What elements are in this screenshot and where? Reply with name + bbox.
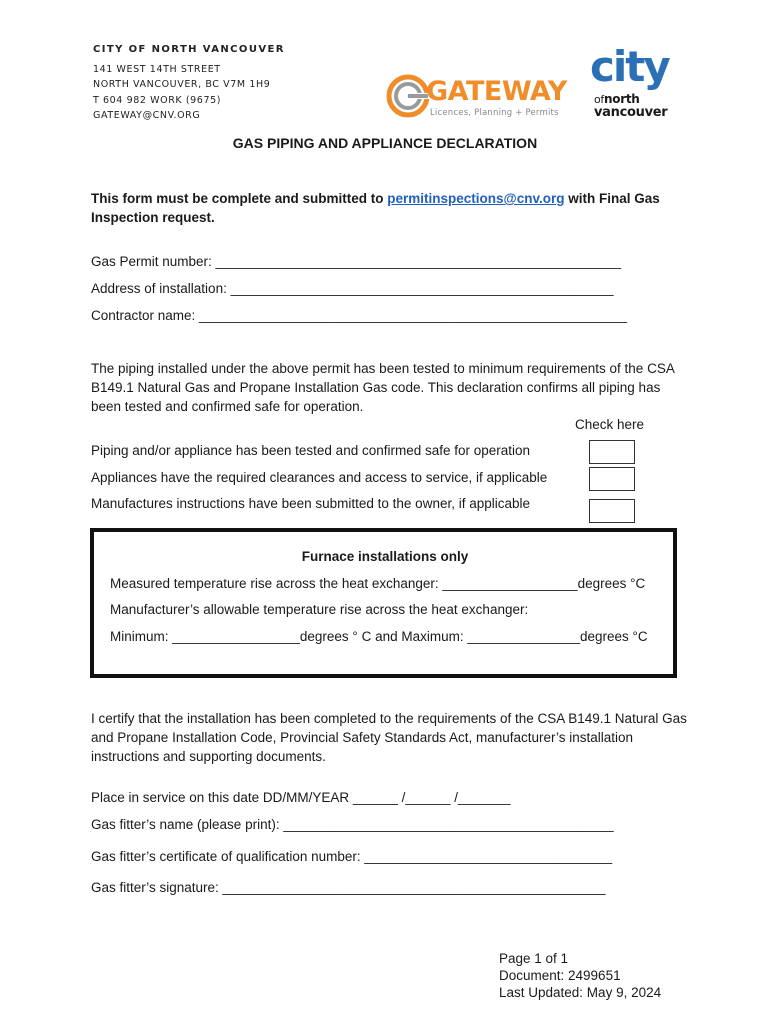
intro-instructions: This form must be complete and submitted to permitinspections@cnv.org with Final Gas Inspection request. (91, 191, 660, 225)
checklist-item-instructions: Manufactures instructions have been submitted to the owner, if applicable (91, 496, 531, 511)
certification-statement: I certify that the installation has been completed to the requirements of the CSA B149.1 Natural Gas and Propane Installation Code, Provincial Safety Standards Act, manufacturer’s installation instructions and supporting documents. (91, 711, 687, 764)
city-logo-of-north: ofnorth (594, 92, 640, 106)
certificate-number-field[interactable]: Gas fitter’s certificate of qualification number: _________________________________ (91, 849, 613, 864)
phone-line: T 604 982 WORK (9675) (93, 94, 222, 106)
service-date-field[interactable]: Place in service on this date DD/MM/YEAR ______ /______ /_______ (91, 790, 511, 805)
org-address-block (93, 42, 285, 124)
email-link[interactable]: permitinspections@cnv.org (387, 191, 565, 206)
last-updated: Last Updated: May 9, 2024 (499, 985, 662, 1000)
min-max-temp-field[interactable]: Minimum: _________________degrees ° C and Maximum: _______________degrees °C (110, 629, 648, 644)
checklist-item-tested: Piping and/or appliance has been tested and confirmed safe for operation (91, 443, 531, 458)
document-footer (499, 950, 661, 1001)
allowable-temp-rise-label: Manufacturer’s allowable temperature rise across the heat exchanger: (110, 602, 529, 617)
checkbox-clearances[interactable] (589, 467, 635, 491)
checkbox-tested[interactable] (589, 440, 635, 464)
address-line: NORTH VANCOUVER, BC V7M 1H9 (93, 79, 271, 90)
gas-fitter-name-field[interactable]: Gas fitter’s name (please print): ____________________________________________ (91, 817, 614, 832)
checkbox-instructions[interactable] (589, 499, 635, 523)
gateway-g-icon (386, 74, 430, 118)
check-here-label: Check here (575, 417, 645, 432)
email-line: GATEWAY@CNV.ORG (93, 110, 201, 121)
gateway-wordmark: GATEWAY (426, 76, 567, 107)
city-logo (588, 42, 684, 122)
form-title: GAS PIPING AND APPLIANCE DECLARATION (232, 135, 538, 151)
city-logo-vancouver: vancouver (594, 105, 668, 120)
city-logo-city: city (590, 42, 669, 91)
gas-permit-number-field[interactable]: Gas Permit number: ______________________________________________________ (91, 254, 621, 269)
measured-temp-rise-field[interactable]: Measured temperature rise across the heat exchanger: __________________degrees °C (110, 576, 646, 591)
page-number: Page 1 of 1 (499, 951, 569, 966)
document-number: Document: 2499651 (499, 968, 621, 983)
gateway-tagline: Licences, Planning + Permits (430, 108, 559, 118)
address-line: 141 WEST 14TH STREET (93, 63, 221, 75)
org-name: CITY OF NORTH VANCOUVER (93, 44, 285, 55)
installation-address-field[interactable]: Address of installation: ___________________________________________________ (91, 281, 614, 296)
declaration-paragraph: The piping installed under the above permit has been tested to minimum requirements of the CSA B149.1 Natural Gas and Propane Installation Gas code. This declaration confirms all piping has been tested and confirmed safe for operation. (91, 361, 675, 414)
gateway-logo (386, 72, 567, 120)
furnace-title: Furnace installations only (301, 549, 469, 564)
gas-fitter-signature-field[interactable]: Gas fitter’s signature: ___________________________________________________ (91, 880, 606, 895)
contractor-name-field[interactable]: Contractor name: _________________________________________________________ (91, 308, 628, 323)
checklist-item-clearances: Appliances have the required clearances and access to service, if applicable (91, 470, 548, 485)
